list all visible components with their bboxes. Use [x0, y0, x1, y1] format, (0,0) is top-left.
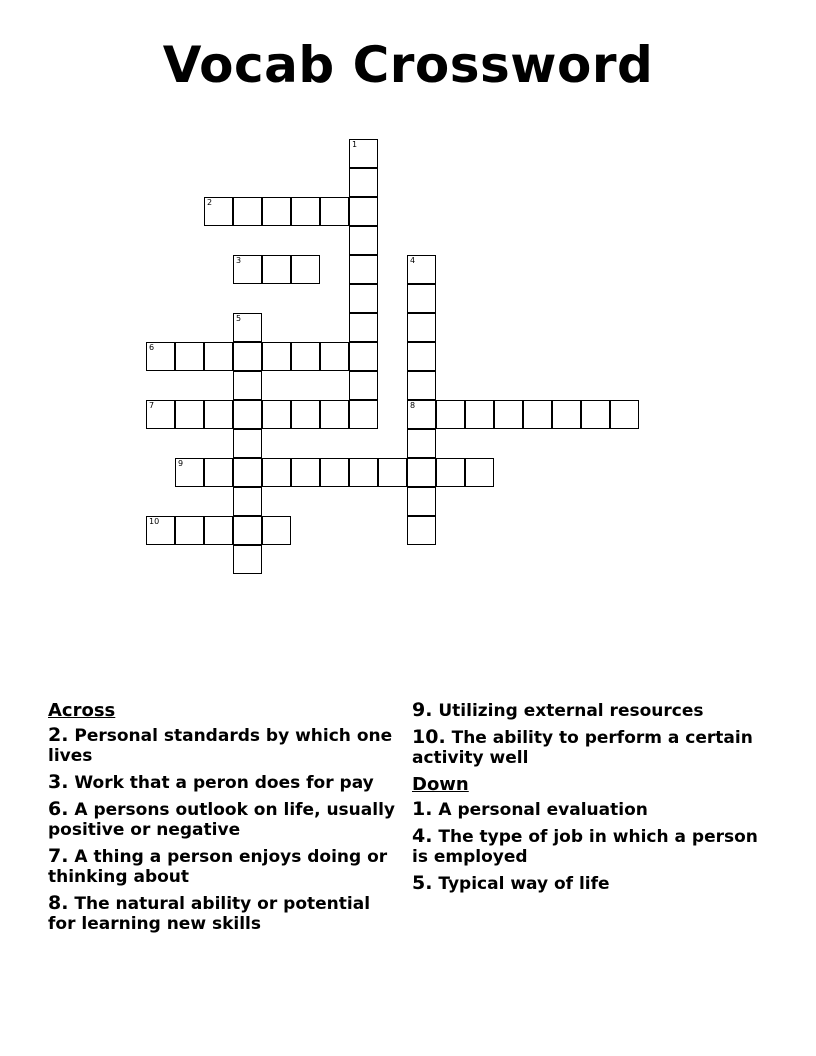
grid-cell[interactable] [262, 342, 291, 371]
cell-number: 7 [149, 401, 155, 410]
grid-cell[interactable] [349, 371, 378, 400]
grid-cell[interactable] [320, 342, 349, 371]
grid-cell[interactable] [204, 197, 233, 226]
page-title: Vocab Crossword [162, 36, 654, 94]
grid-cell[interactable] [407, 342, 436, 371]
across-clue-8 [48, 893, 403, 934]
grid-cell[interactable] [233, 197, 262, 226]
grid-cell[interactable] [233, 342, 262, 371]
clue-number: 3. [48, 771, 69, 793]
grid-cell[interactable] [610, 400, 639, 429]
grid-cell[interactable] [233, 545, 262, 574]
grid-cell[interactable] [436, 400, 465, 429]
cell-number: 3 [236, 256, 242, 265]
grid-cell[interactable] [349, 139, 378, 168]
grid-cell[interactable] [320, 400, 349, 429]
grid-cell[interactable] [349, 342, 378, 371]
clue-text: A thing a person enjoys doing or thinking about [48, 847, 388, 887]
cell-number: 6 [149, 343, 155, 352]
across-clue-2 [48, 725, 403, 766]
cell-number: 5 [236, 314, 242, 323]
clue-number: 2. [48, 724, 69, 746]
clue-number: 1. [412, 798, 433, 820]
grid-cell[interactable] [175, 342, 204, 371]
grid-cell[interactable] [291, 458, 320, 487]
grid-cell[interactable] [407, 284, 436, 313]
clue-number: 10. [412, 726, 446, 748]
down-clue-5 [412, 873, 767, 894]
down-clue-1 [412, 799, 767, 820]
grid-cell[interactable] [291, 342, 320, 371]
clue-text: Personal standards by which one lives [48, 726, 393, 766]
clue-number: 9. [412, 699, 433, 721]
clue-text: The type of job in which a person is employed [412, 827, 758, 867]
grid-cell[interactable] [146, 342, 175, 371]
clue-number: 7. [48, 845, 69, 867]
clue-text: Typical way of life [438, 874, 610, 894]
clue-text: A persons outlook on life, usually positive or negative [48, 800, 395, 840]
grid-cell[interactable] [494, 400, 523, 429]
grid-cell[interactable] [262, 197, 291, 226]
clues-right-column [412, 700, 767, 900]
grid-cell[interactable] [233, 371, 262, 400]
across-clue-3 [48, 772, 403, 793]
grid-cell[interactable] [175, 516, 204, 545]
cell-number: 2 [207, 198, 213, 207]
grid-cell[interactable] [407, 371, 436, 400]
clue-text: Utilizing external resources [438, 701, 704, 721]
across-clue-7 [48, 846, 403, 887]
cell-number: 10 [149, 517, 160, 526]
grid-cell[interactable] [233, 516, 262, 545]
cell-number: 8 [410, 401, 416, 410]
grid-cell[interactable] [175, 400, 204, 429]
grid-cell[interactable] [465, 458, 494, 487]
down-heading: Down [412, 774, 469, 795]
grid-cell[interactable] [262, 458, 291, 487]
grid-cell[interactable] [581, 400, 610, 429]
grid-cell[interactable] [349, 197, 378, 226]
across-heading: Across [48, 700, 116, 721]
grid-cell[interactable] [262, 255, 291, 284]
grid-cell[interactable] [349, 226, 378, 255]
clue-text: The natural ability or potential for learning new skills [48, 894, 371, 934]
grid-cell[interactable] [407, 400, 436, 429]
grid-cell[interactable] [349, 313, 378, 342]
grid-cell[interactable] [349, 168, 378, 197]
clue-number: 5. [412, 872, 433, 894]
grid-cell[interactable] [233, 458, 262, 487]
grid-cell[interactable] [320, 458, 349, 487]
clue-number: 8. [48, 892, 69, 914]
across-clue-10 [412, 727, 767, 768]
grid-cell[interactable] [146, 400, 175, 429]
grid-cell[interactable] [291, 255, 320, 284]
clue-text: Work that a peron does for pay [74, 773, 374, 793]
cell-number: 1 [352, 140, 358, 149]
grid-cell[interactable] [233, 400, 262, 429]
grid-cell[interactable] [349, 400, 378, 429]
grid-cell[interactable] [349, 458, 378, 487]
grid-cell[interactable] [146, 516, 175, 545]
grid-cell[interactable] [349, 284, 378, 313]
grid-cell[interactable] [407, 458, 436, 487]
grid-cell[interactable] [262, 400, 291, 429]
grid-cell[interactable] [407, 313, 436, 342]
grid-cell[interactable] [349, 255, 378, 284]
grid-cell[interactable] [552, 400, 581, 429]
grid-cell[interactable] [407, 516, 436, 545]
clues-left-column [48, 700, 403, 940]
grid-cell[interactable] [523, 400, 552, 429]
clue-number: 6. [48, 798, 69, 820]
grid-cell[interactable] [436, 458, 465, 487]
grid-cell[interactable] [407, 487, 436, 516]
grid-cell[interactable] [204, 458, 233, 487]
grid-cell[interactable] [233, 255, 262, 284]
cell-number: 9 [178, 459, 184, 468]
clue-text: A personal evaluation [438, 800, 648, 820]
grid-cell[interactable] [233, 429, 262, 458]
grid-cell[interactable] [233, 313, 262, 342]
down-clue-4 [412, 826, 767, 867]
grid-cell[interactable] [465, 400, 494, 429]
grid-cell[interactable] [291, 400, 320, 429]
cell-number: 4 [410, 256, 416, 265]
grid-cell[interactable] [407, 255, 436, 284]
grid-cell[interactable] [378, 458, 407, 487]
grid-cell[interactable] [204, 516, 233, 545]
grid-cell[interactable] [175, 458, 204, 487]
grid-cell[interactable] [291, 197, 320, 226]
grid-cell[interactable] [204, 400, 233, 429]
clue-text: The ability to perform a certain activity well [412, 728, 753, 768]
grid-cell[interactable] [262, 516, 291, 545]
grid-cell[interactable] [204, 342, 233, 371]
grid-cell[interactable] [407, 429, 436, 458]
grid-cell[interactable] [233, 487, 262, 516]
across-clue-9 [412, 700, 767, 721]
clue-number: 4. [412, 825, 433, 847]
grid-cell[interactable] [320, 197, 349, 226]
across-clue-6 [48, 799, 403, 840]
